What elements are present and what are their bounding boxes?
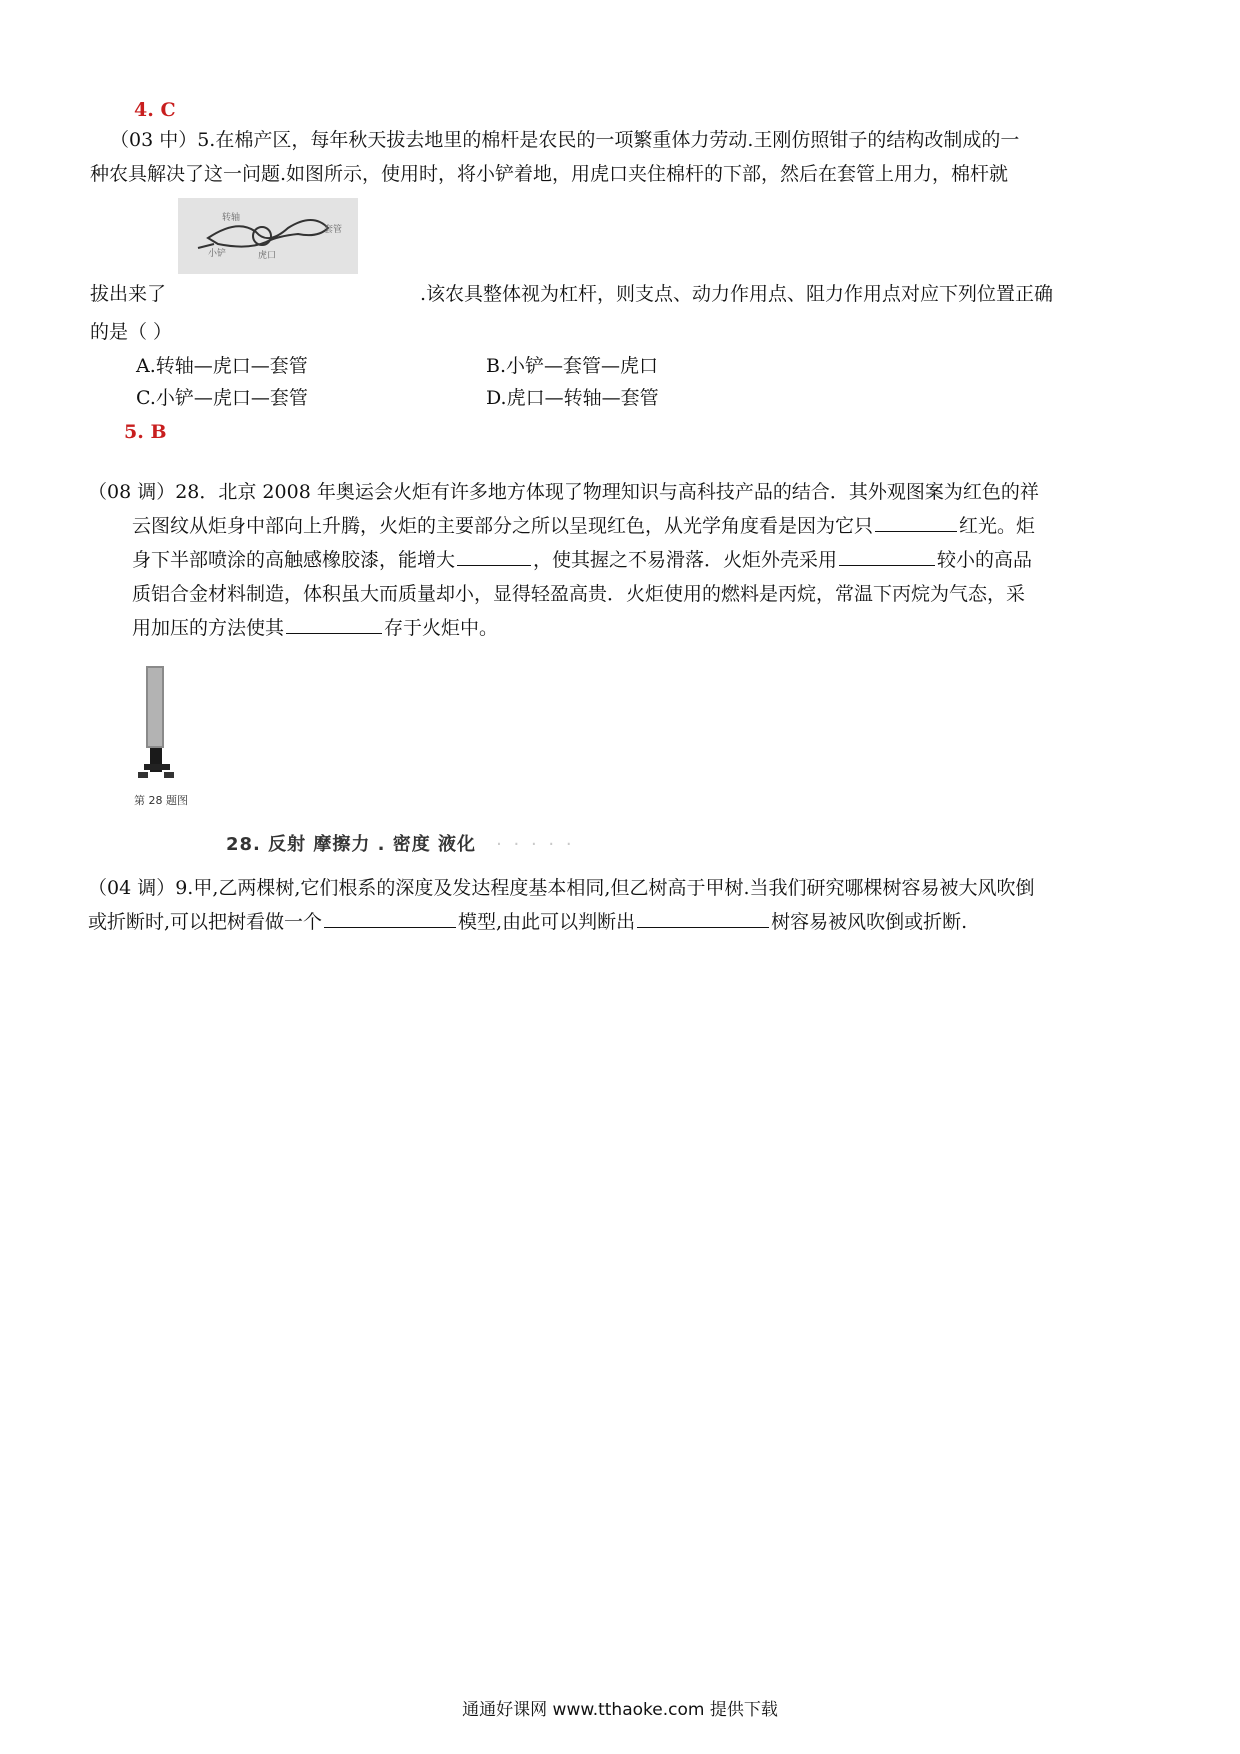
q28-line2 <box>132 512 1035 540</box>
q5-option-d: D.虎口—转轴—套管 <box>486 387 659 409</box>
torch-figure-caption: 第 28 题图 <box>134 794 188 807</box>
blank-reflect[interactable] <box>875 513 957 532</box>
q28-line5 <box>132 614 498 642</box>
q28-line5a: 用加压的方法使其 <box>132 617 285 639</box>
blank-friction[interactable] <box>457 547 531 566</box>
q28-line4: 质铝合金材料制造，体积虽大而质量却小，显得轻盈高贵．火炬使用的燃料是丙烷，常温下丙烷为气态，采 <box>132 583 1026 605</box>
q9-line1: （04 调）9.甲,乙两棵树,它们根系的深度及发达程度基本相同,但乙树高于甲树.当我们研究哪棵树容易被大风吹倒 <box>88 877 1035 899</box>
q5-option-c: C.小铲—虎口—套管 <box>136 387 308 409</box>
torch-drawing <box>132 664 212 794</box>
q28-answer-image <box>226 830 1056 860</box>
q28-answer-haze: · · · · · <box>496 834 575 855</box>
q28-line1: （08 调）28．北京 2008 年奥运会火炬有许多地方体现了物理知识与高科技产品的结合．其外观图案为红色的祥 <box>88 481 1039 503</box>
q9-line2b: 模型,由此可以判断出 <box>458 911 636 933</box>
q28-line2b: 红光。炬 <box>959 515 1036 537</box>
q28-line3b: ，使其握之不易滑落．火炬外壳采用 <box>533 549 838 571</box>
q5-line3b: .该农具整体视为杠杆，则支点、动力作用点、阻力作用点对应下列位置正确 <box>420 283 1054 305</box>
blank-tree[interactable] <box>637 909 769 928</box>
blank-liquefy[interactable] <box>286 615 382 634</box>
blank-model[interactable] <box>324 909 456 928</box>
q9-line2 <box>88 908 967 936</box>
q5-line2: 种农具解决了这一问题.如图所示，使用时，将小铲着地，用虎口夹住棉杆的下部，然后在套管上用力，棉杆就 <box>90 163 1009 185</box>
q5-line3a: 拔出来了 <box>90 283 167 305</box>
q28-line3a: 身下半部喷涂的高触感橡胶漆，能增大 <box>132 549 456 571</box>
q28-line5b: 存于火炬中。 <box>384 617 499 639</box>
blank-density[interactable] <box>839 547 935 566</box>
label-shovel: 小铲 <box>208 249 227 259</box>
q28-line3 <box>132 546 1032 574</box>
q5-option-a: A.转轴—虎口—套管 <box>136 355 308 377</box>
label-shaft: 转轴 <box>222 213 241 223</box>
q5-option-b: B.小铲—套管—虎口 <box>486 355 659 377</box>
label-jaw: 虎口 <box>258 251 277 261</box>
q28-line2a: 云图纹从炬身中部向上升腾，火炬的主要部分之所以呈现红色，从光学角度看是因为它只 <box>132 515 874 537</box>
q9-line2c: 树容易被风吹倒或折断. <box>771 911 968 933</box>
farm-tool-drawing <box>178 198 358 274</box>
q5-line4: 的是（ ） <box>90 321 173 343</box>
q28-answer: 28. 反射 摩擦力 . 密度 液化 <box>226 834 477 855</box>
q5-answer: 5. B <box>124 421 167 443</box>
label-sleeve: 套管 <box>324 225 343 235</box>
q4-answer: 4. C <box>134 99 176 121</box>
footer: 通通好课网 www.tthaoke.com 提供下载 <box>462 1700 778 1720</box>
torch-figure <box>132 664 212 810</box>
q9-line2a: 或折断时,可以把树看做一个 <box>88 911 323 933</box>
q28-line3c: 较小的高品 <box>937 549 1033 571</box>
farm-tool-figure <box>178 198 358 274</box>
q5-line1: （03 中）5.在棉产区，每年秋天拔去地里的棉杆是农民的一项繁重体力劳动.王刚仿照钳子的结构改制成的一 <box>110 129 1020 151</box>
